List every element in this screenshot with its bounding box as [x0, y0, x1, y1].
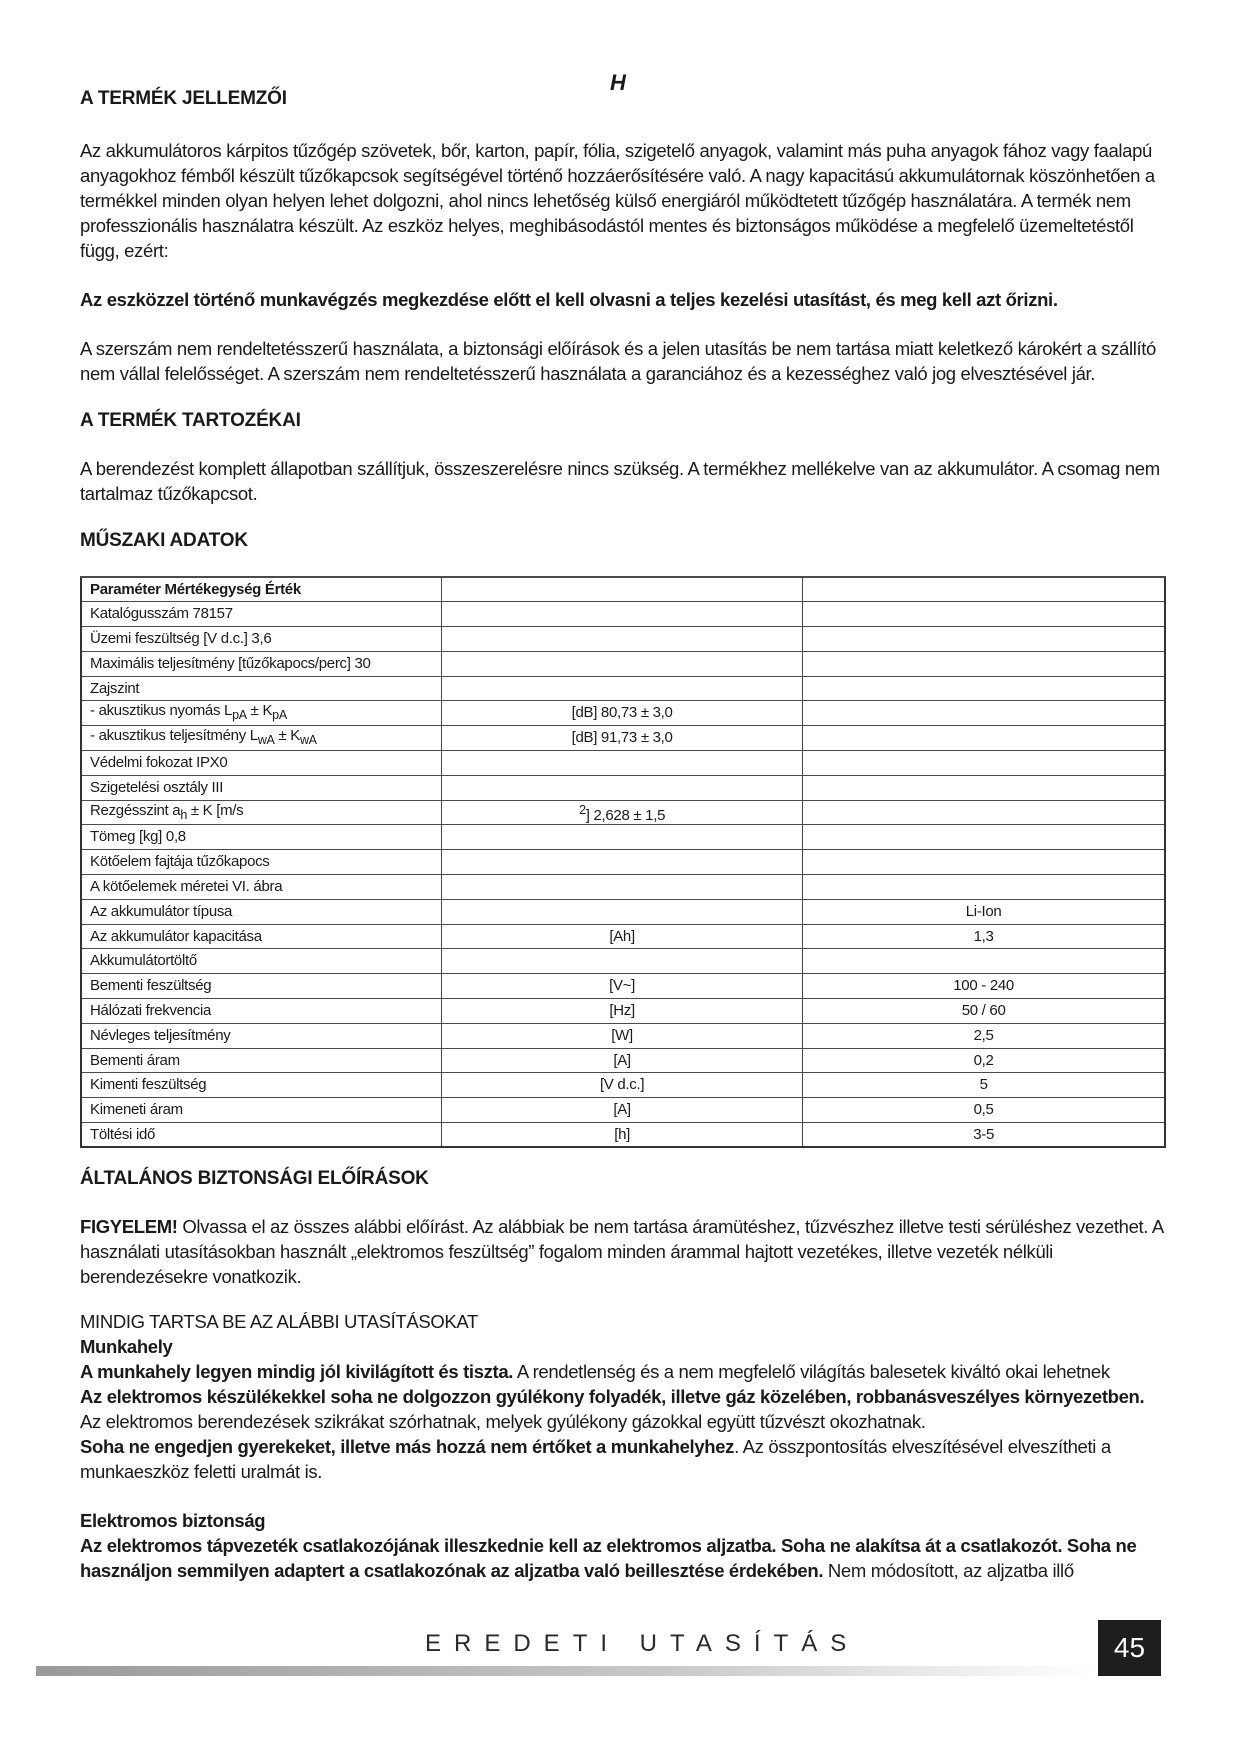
language-marker: H — [610, 70, 626, 95]
subscript: wA — [257, 733, 275, 748]
tech-data-table — [80, 576, 1166, 1148]
rule-bold: A munkahely legyen mindig jól kivilágított és tiszta. — [80, 1361, 514, 1383]
features-bold-note — [80, 287, 1165, 312]
table-row — [81, 577, 1165, 602]
warning-paragraph — [80, 1214, 1165, 1289]
table-cell: Hálózati frekvencia — [81, 999, 441, 1024]
always-follow-heading: MINDIG TARTSA BE AZ ALÁBBI UTASÍTÁSOKAT — [80, 1311, 478, 1333]
table-cell — [81, 701, 441, 726]
table-cell: [W] — [441, 1023, 802, 1048]
liability-paragraph: A szerszám nem rendeltetésszerű használata, a biztonsági előírások és a jelen utasítás be nem tartása miatt keletkező károkért a szállító nem vállal felelősséget. A szerszám nem rendeltetésszerű használata a garanciához és a kezességhez való jog elvesztésével jár. — [80, 338, 1156, 384]
table-cell — [441, 676, 802, 701]
table-cell: 100 - 240 — [803, 974, 1165, 999]
table-cell — [803, 775, 1165, 800]
section-title-safety: ÁLTALÁNOS BIZTONSÁGI ELŐÍRÁSOK — [80, 1168, 429, 1190]
table-cell: Bementi feszültség — [81, 974, 441, 999]
table-cell: Az akkumulátor típusa — [81, 899, 441, 924]
rule-bold: Az elektromos készülékekkel soha ne dolgozzon gyúlékony folyadék, illetve gáz közelében, robbanásveszélyes környezetben. — [80, 1386, 1145, 1408]
table-cell — [441, 602, 802, 627]
page-number: 45 — [1098, 1620, 1161, 1676]
table-cell: Kimeneti áram — [81, 1098, 441, 1123]
warning-label: FIGYELEM! — [80, 1216, 178, 1238]
table-cell — [441, 949, 802, 974]
table-row — [81, 1023, 1165, 1048]
table-cell: Az akkumulátor kapacitása — [81, 924, 441, 949]
rule-text: . Az összpontosítás elveszítésével elveszítheti a munkaeszköz feletti uralmát is. — [80, 1436, 1111, 1483]
section-title-accessories: A TERMÉK TARTOZÉKAI — [80, 410, 301, 431]
table-cell: [dB] 80,73 ± 3,0 — [441, 701, 802, 726]
workplace-rule-1 — [80, 1359, 1165, 1384]
table-cell: Katalógusszám 78157 — [81, 602, 441, 627]
cell-text: - akusztikus nyomás L — [90, 702, 233, 720]
table-cell: 3-5 — [803, 1123, 1165, 1148]
table-row — [81, 999, 1165, 1024]
table-row — [81, 602, 1165, 627]
table-row — [81, 627, 1165, 652]
table-row — [81, 1098, 1165, 1123]
table-cell: Bementi áram — [81, 1048, 441, 1073]
cell-text: - akusztikus teljesítmény L — [90, 727, 258, 745]
cell-text: Rezgésszint a — [90, 801, 181, 819]
table-cell — [441, 800, 802, 825]
table-cell: [Ah] — [441, 924, 802, 949]
table-row — [81, 1048, 1165, 1073]
table-cell — [803, 627, 1165, 652]
table-row — [81, 726, 1165, 751]
footer-bar — [36, 1666, 1096, 1676]
table-cell: 0,2 — [803, 1048, 1165, 1073]
table-cell: Névleges teljesítmény — [81, 1023, 441, 1048]
table-cell — [803, 800, 1165, 825]
rule-bold: Az elektromos tápvezeték csatlakozójának illeszkednie kell az elektromos aljzatba. Soha ne alakítsa át a csatlakozót. Soha ne használjon semmilyen adaptert a csatlakozónak az aljzatba való beillesztése érdekében. — [80, 1535, 1137, 1582]
table-row — [81, 775, 1165, 800]
table-cell: [A] — [441, 1098, 802, 1123]
table-cell: Kötőelem fajtája tűzőkapocs — [81, 850, 441, 875]
table-cell — [803, 676, 1165, 701]
table-cell — [803, 825, 1165, 850]
table-row — [81, 974, 1165, 999]
table-row — [81, 850, 1165, 875]
table-cell: Kimenti feszültség — [81, 1073, 441, 1098]
table-cell — [803, 850, 1165, 875]
rule-text: Nem módosított, az aljzatba illő — [823, 1560, 1074, 1582]
table-cell — [803, 602, 1165, 627]
rule-bold: Soha ne engedjen gyerekeket, illetve más hozzá nem értőket a munkahelyhez — [80, 1436, 735, 1458]
section-title-tech-data: MŰSZAKI ADATOK — [80, 530, 248, 551]
table-cell: [dB] 91,73 ± 3,0 — [441, 726, 802, 751]
workplace-title: Munkahely — [80, 1336, 173, 1358]
table-row — [81, 751, 1165, 776]
table-row — [81, 924, 1165, 949]
rule-text: Az elektromos berendezések szikrákat szórhatnak, melyek gyúlékony gázokkal együtt tűzvészt okozhatnak. — [80, 1411, 926, 1433]
cell-text: ± K — [246, 702, 273, 720]
table-cell: Maximális teljesítmény [tűzőkapocs/perc] 30 — [81, 651, 441, 676]
cell-text: ] 2,628 ± 1,5 — [585, 806, 666, 824]
subscript: pA — [272, 708, 287, 723]
table-cell — [803, 949, 1165, 974]
table-cell: Akkumulátortöltő — [81, 949, 441, 974]
table-cell: Zajszint — [81, 676, 441, 701]
table-row — [81, 651, 1165, 676]
table-cell: 5 — [803, 1073, 1165, 1098]
table-cell — [441, 875, 802, 900]
table-cell: [A] — [441, 1048, 802, 1073]
table-row — [81, 1123, 1165, 1148]
table-cell — [803, 751, 1165, 776]
subscript: wA — [299, 733, 317, 748]
features-paragraph: Az akkumulátoros kárpitos tűzőgép szövetek, bőr, karton, papír, fólia, szigetelő anyagok, valamint más puha anyagok fához vagy faalapú anyagokhoz fémből készült tűzőkapcsok segítségével történő hozzáerősítésére való. A nagy kapacitású akkumulátornak köszönhetően a termékkel minden olyan helyen lehet dolgozni, ahol nincs lehetőség külső energiáról működtetett tűzőgép használatára. A termék nem professzionális használatra készült. Az eszköz helyes, meghibásodástól mentes és biztonságos működése a megfelelő üzemeltetéstől függ, ezért: — [80, 140, 1155, 261]
table-cell — [803, 726, 1165, 751]
section-title-features: A TERMÉK JELLEMZŐI — [80, 88, 287, 109]
table-cell: [h] — [441, 1123, 802, 1148]
table-cell — [81, 800, 441, 825]
table-row — [81, 701, 1165, 726]
features-bold-text: Az eszközzel történő munkavégzés megkezdése előtt el kell olvasni a teljes kezelési utasítást, és meg kell azt őrizni. — [80, 289, 1058, 310]
table-cell: Tömeg [kg] 0,8 — [81, 825, 441, 850]
table-cell — [803, 651, 1165, 676]
table-cell — [441, 825, 802, 850]
table-cell: Üzemi feszültség [V d.c.] 3,6 — [81, 627, 441, 652]
table-cell — [803, 577, 1165, 602]
table-cell: 1,3 — [803, 924, 1165, 949]
footer-label: EREDETI UTASÍTÁS — [425, 1630, 860, 1657]
table-row — [81, 899, 1165, 924]
table-cell: Szigetelési osztály III — [81, 775, 441, 800]
electrical-rule-1 — [80, 1533, 1165, 1583]
subscript: h — [180, 807, 187, 822]
table-cell: [V d.c.] — [441, 1073, 802, 1098]
electrical-heading — [80, 1508, 1165, 1533]
workplace-rule-2 — [80, 1384, 1165, 1434]
table-cell: 0,5 — [803, 1098, 1165, 1123]
table-cell: Li-Ion — [803, 899, 1165, 924]
rule-text: A rendetlenség és a nem megfelelő világítás balesetek kiváltó okai lehetnek — [513, 1361, 1110, 1383]
table-cell — [441, 899, 802, 924]
cell-text: ± K [m/s — [186, 801, 244, 819]
table-cell: 2,5 — [803, 1023, 1165, 1048]
electrical-title: Elektromos biztonság — [80, 1510, 266, 1532]
superscript: 2 — [579, 802, 586, 817]
table-cell: Paraméter Mértékegység Érték — [81, 577, 441, 602]
warning-text: Olvassa el az összes alábbi előírást. Az alábbiak be nem tartása áramütéshez, tűzvészhez illetve testi sérüléshez vezethet. A használati utasításokban használt „elektromos feszültség” fogalom minden árammal hajtott vezetékes, illetve vezeték nélküli berendezésekre vonatkozik. — [80, 1216, 1163, 1288]
table-cell — [81, 726, 441, 751]
table-cell — [803, 701, 1165, 726]
table-cell — [441, 850, 802, 875]
table-cell — [441, 577, 802, 602]
table-cell: [V~] — [441, 974, 802, 999]
table-row — [81, 875, 1165, 900]
cell-text: ± K — [274, 727, 300, 745]
table-row — [81, 1073, 1165, 1098]
page-content — [80, 88, 1165, 1583]
table-row — [81, 825, 1165, 850]
table-cell: Töltési idő — [81, 1123, 441, 1148]
table-cell — [441, 775, 802, 800]
table-row — [81, 676, 1165, 701]
table-cell — [441, 651, 802, 676]
table-cell: 50 / 60 — [803, 999, 1165, 1024]
table-cell — [441, 627, 802, 652]
table-cell — [803, 875, 1165, 900]
table-cell: Védelmi fokozat IPX0 — [81, 751, 441, 776]
table-cell: A kötőelemek méretei VI. ábra — [81, 875, 441, 900]
table-row — [81, 949, 1165, 974]
table-cell — [441, 751, 802, 776]
table-row — [81, 800, 1165, 825]
accessories-paragraph: A berendezést komplett állapotban szállítjuk, összeszerelésre nincs szükség. A termékhez mellékelve van az akkumulátor. A csomag nem tartalmaz tűzőkapcsot. — [80, 458, 1160, 504]
workplace-heading — [80, 1334, 1165, 1359]
workplace-rule-3 — [80, 1434, 1165, 1484]
table-cell: [Hz] — [441, 999, 802, 1024]
subscript: pA — [232, 708, 247, 723]
